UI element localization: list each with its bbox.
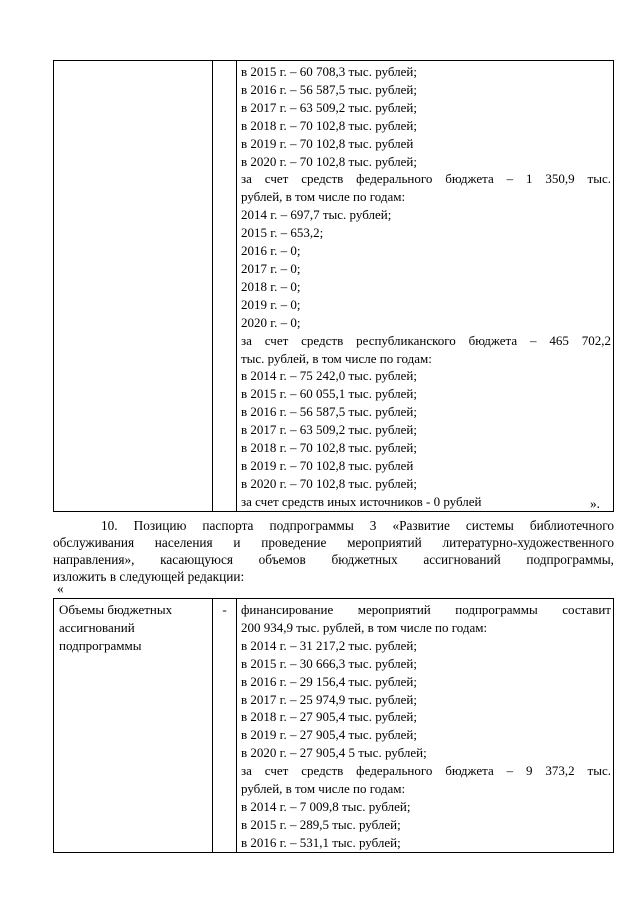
label-cell [54, 599, 213, 853]
dash-cell [213, 61, 237, 512]
table-line: в 2014 г. – 31 217,2 тыс. рублей; [241, 637, 417, 653]
table-line: рублей, в том числе по годам: [241, 781, 406, 797]
label-cell [54, 61, 213, 512]
table-line: в 2016 г. – 56 587,5 тыс. рублей; [241, 404, 417, 420]
opening-quote: « [57, 581, 64, 596]
table-line: в 2017 г. – 25 974,9 тыс. рублей; [241, 691, 417, 707]
paragraph-line: 10. Позицию паспорта подпрограммы 3 «Развитие системы библиотечного [101, 518, 614, 533]
table-line: 2018 г. – 0; [241, 278, 301, 294]
table-line: в 2019 г. – 70 102,8 тыс. рублей [241, 457, 414, 473]
table-line: в 2020 г. – 70 102,8 тыс. рублей; [241, 153, 417, 169]
label-line: Объемы бюджетных [59, 602, 173, 617]
table-line: тыс. рублей, в том числе по годам: [241, 350, 432, 366]
table-line: в 2019 г. – 27 905,4 тыс. рублей; [241, 727, 417, 743]
table-line: в 2020 г. – 27 905,4 5 тыс. рублей; [241, 745, 427, 761]
table-line: за счет средств федерального бюджета – 9 373,2 тыс. [241, 763, 611, 779]
label-line: подпрограммы [59, 637, 142, 653]
table-line: в 2015 г. – 60 055,1 тыс. рублей; [241, 386, 417, 402]
budget-table-continued [53, 60, 614, 512]
table-line: в 2015 г. – 30 666,3 тыс. рублей; [241, 655, 417, 671]
table-line: за счет средств иных источников - 0 рублей [241, 493, 482, 509]
table-line: 2019 г. – 0; [241, 296, 301, 312]
table-line: 200 934,9 тыс. рублей, в том числе по годам: [241, 619, 488, 635]
table-line: в 2019 г. – 70 102,8 тыс. рублей [241, 135, 414, 151]
table-line: 2016 г. – 0; [241, 243, 301, 259]
closing-quote: ». [590, 496, 600, 511]
amendment-paragraph [53, 517, 614, 585]
table-line: рублей, в том числе по годам: [241, 189, 406, 205]
table-line: в 2017 г. – 63 509,2 тыс. рублей; [241, 99, 417, 115]
table-line: в 2015 г. – 289,5 тыс. рублей; [241, 816, 401, 832]
table-line: за счет средств республиканского бюджета – 465 702,2 [241, 332, 611, 348]
table-line: 2020 г. – 0; [241, 314, 301, 330]
paragraph-line: обслуживания населения и проведение мероприятий литературно-художественного [53, 535, 614, 550]
label-line: ассигнований [59, 619, 135, 635]
content-cell [237, 61, 614, 512]
table-line: в 2018 г. – 70 102,8 тыс. рублей; [241, 117, 417, 133]
dash-cell: - [213, 599, 237, 853]
table-line: за счет средств федерального бюджета – 1 350,9 тыс. [241, 171, 611, 187]
table-line: в 2014 г. – 75 242,0 тыс. рублей; [241, 368, 417, 384]
table-line: в 2016 г. – 531,1 тыс. рублей; [241, 834, 401, 850]
paragraph-line: изложить в следующей редакции: [53, 569, 245, 584]
table-line: в 2016 г. – 29 156,4 тыс. рублей; [241, 673, 417, 689]
table-line: в 2020 г. – 70 102,8 тыс. рублей; [241, 475, 417, 491]
content-cell [237, 599, 614, 853]
table-line: 2017 г. – 0; [241, 260, 301, 276]
table-line: в 2018 г. – 27 905,4 тыс. рублей; [241, 709, 417, 725]
table-line: 2014 г. – 697,7 тыс. рублей; [241, 207, 392, 223]
table-line: в 2014 г. – 7 009,8 тыс. рублей; [241, 798, 411, 814]
table-line: в 2015 г. – 60 708,3 тыс. рублей; [241, 64, 417, 79]
table-line: в 2018 г. – 70 102,8 тыс. рублей; [241, 440, 417, 456]
table-line: в 2017 г. – 63 509,2 тыс. рублей; [241, 422, 417, 438]
table-line: 2015 г. – 653,2; [241, 225, 324, 241]
table-line: в 2016 г. – 56 587,5 тыс. рублей; [241, 81, 417, 97]
table-row [54, 599, 614, 853]
table-line: финансирование мероприятий подпрограммы составит [241, 602, 611, 617]
table-row [54, 61, 614, 512]
paragraph-line: направления», касающуюся объемов бюджетных ассигнований подпрограммы, [53, 552, 614, 567]
budget-table-new [53, 598, 614, 853]
